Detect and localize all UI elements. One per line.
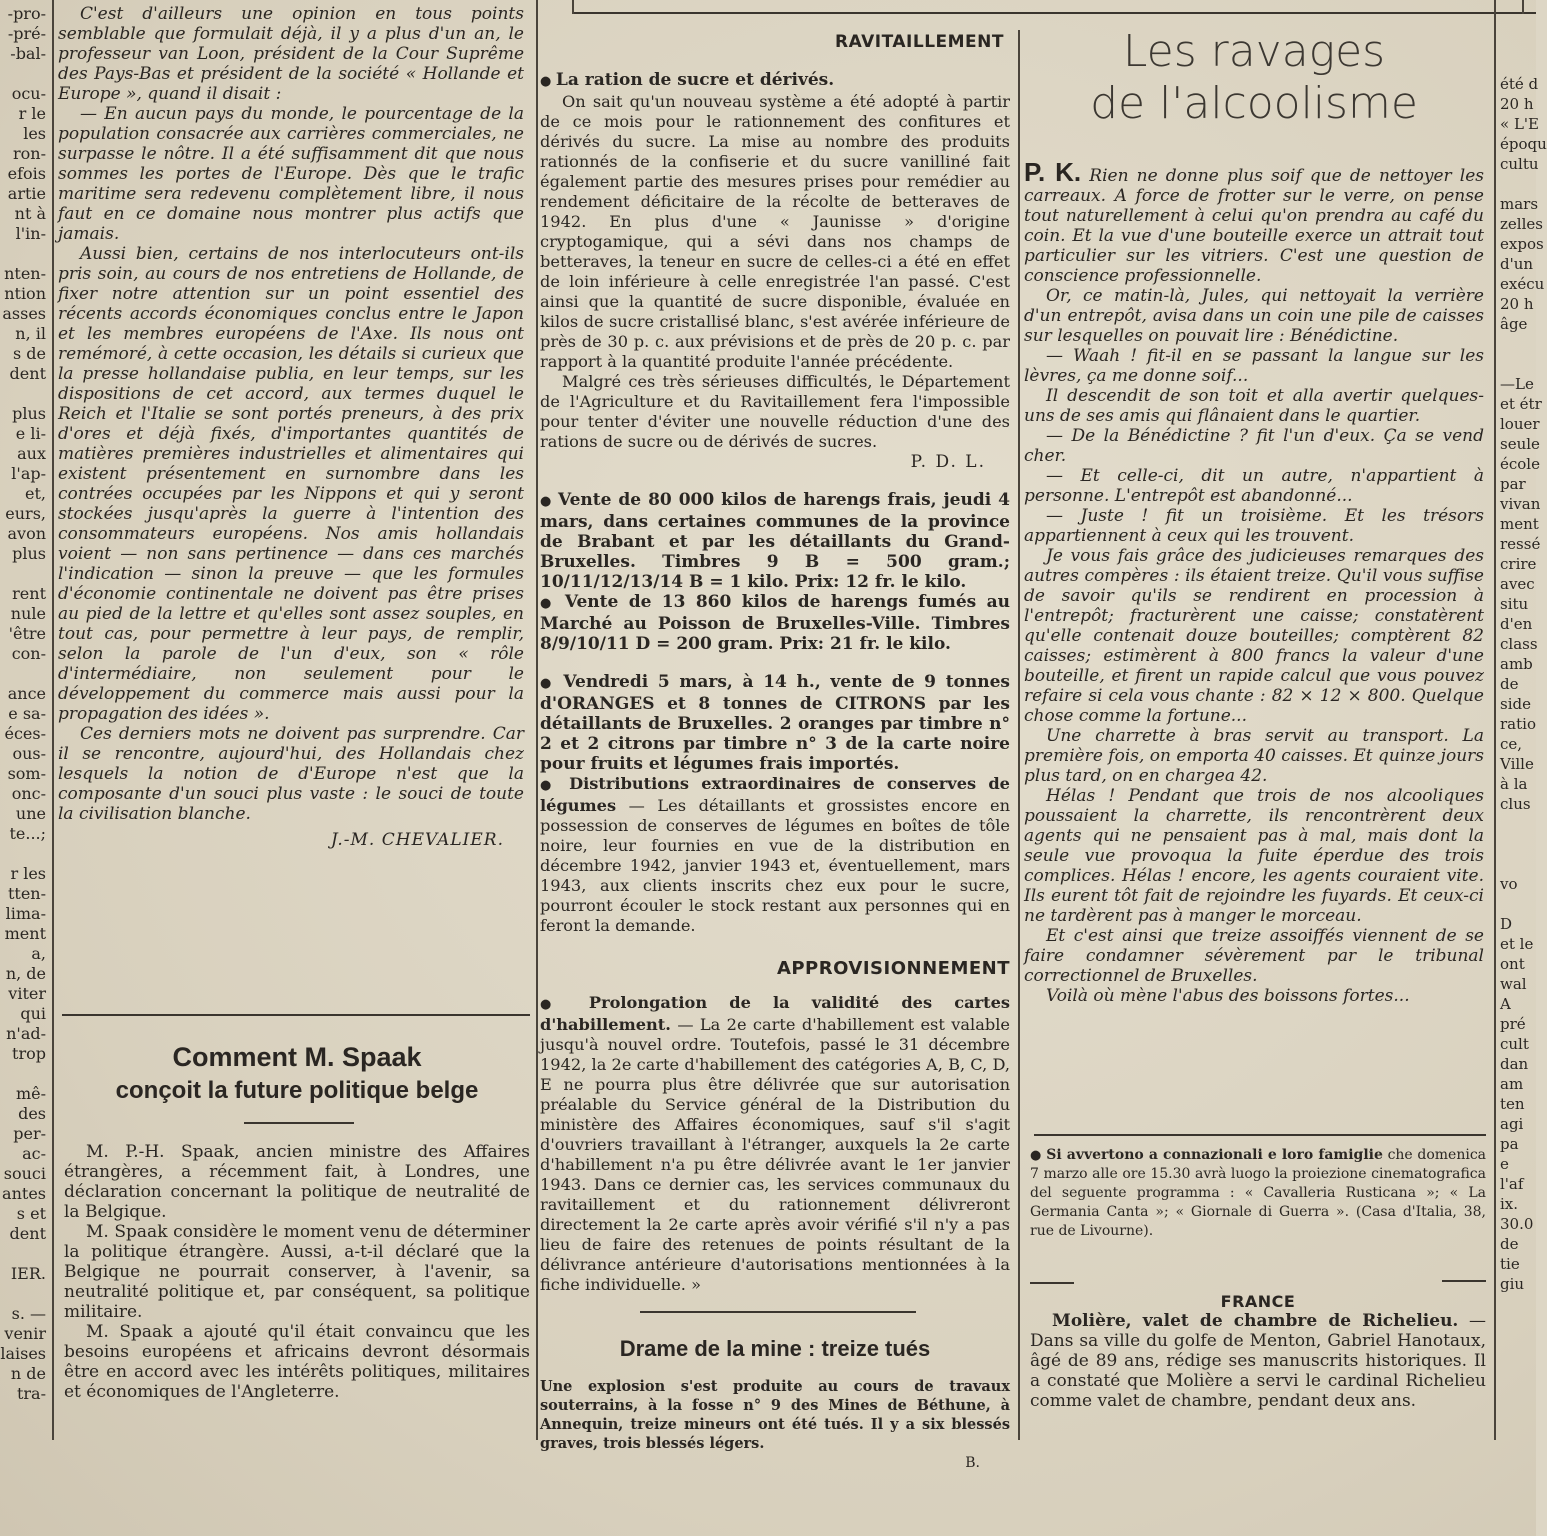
ravitaillement-column [540,32,1010,1473]
ravages-paragraph: Je vous fais grâce des judicieuses remarques des autres compères : ils étaient treize. Qu'il vous suffise de savoir qu'ils se rendirent en procession à l'entrepôt; fracturèrent une caisse; constatèrent qu'elle contenait douze bouteilles; comptèrent 82 caisses; estimèrent à 800 francs la valeur d'une bouteille, et firent un rapide calcul que vous pouvez refaire si cela vous chante : 82 × 12 × 800. Quelque chose comme la fortune... [1024,546,1484,726]
title-underline [244,1122,354,1124]
france-news [1030,1292,1486,1411]
spaak-paragraph: M. P.-H. Spaak, ancien ministre des Affaires étrangères, a récemment fait, à Londres, une déclaration concernant la politique de neutralité de la Belgique. [64,1142,530,1222]
top-frame-right-edge [1522,0,1524,14]
italian-notice [1030,1146,1486,1241]
habillement-title: ● Prolongation de la validité des cartes d'habillement. [540,993,1010,1034]
drame-body: Une explosion s'est produite au cours de travaux souterrains, à la fosse n° 9 des Mines de Béthune, à Annequin, treize mineurs ont été tués. Il y a six blessés graves, trois blessés légers. [540,1378,1010,1452]
ravages-title-line1: Les ravages [1122,26,1386,77]
spaak-article [64,1040,530,1402]
section-rule [62,1014,530,1016]
conserves-item [540,774,1010,936]
chevalier-article [58,4,524,850]
harengs-fumes-item: ● Vente de 13 860 kilos de harengs fumés au Marché au Poisson de Bruxelles-Ville. Timbres 8/9/10/11 D = 200 gram. Prix: 21 fr. le kilo. [540,592,1010,654]
france-heading: FRANCE [1220,1292,1296,1311]
ravages-paragraph: Voilà où mène l'abus des boissons fortes... [1046,986,1410,1006]
column-divider-center-right [1018,30,1020,1440]
ravages-paragraph: — Et celle-ci, dit un autre, n'appartient à personne. L'entrepôt est abandonné... [1024,466,1484,506]
ravages-article [1024,26,1484,1006]
top-frame-line [572,12,1536,14]
ravages-paragraph: — Waah ! fit-il en se passant la langue sur les lèvres, ça me donne soif... [1024,346,1484,386]
ravages-paragraph: Et c'est ainsi que treize assoiffés viennent de se faire condamner sévèrement par le tribunal correctionnel de Bruxelles. [1024,926,1484,986]
ravages-lead [1024,157,1485,286]
drame-rule [640,1311,916,1313]
far-left-fragment-text: -pro- -pré- -bal- ocu- r le les ron- efois artie nt à l'in- nten- ntion asses n, il s de dent plus e li- aux l'ap- et, eurs, avon plus rent nule 'être con- ance e sa- éces- ous- som- onc- une te...; r les tten- lima- ment a, n, de viter qui n'ad- trop mê- des per- ac- souci antes s et dent IER. s. — venir laises n de tra- [0,4,46,1403]
drame-signature: B. [965,1455,980,1471]
column-divider-center-left [536,0,538,1440]
harengs-frais-item: ● Vente de 80 000 kilos de harengs frais, jeudi 4 mars, dans certaines communes de la province de Brabant et par les détaillants du Grand-Bruxelles. Timbres 9 B = 500 gram.; 10/11/12/13/14 B = 1 kilo. Prix: 12 fr. le kilo. [540,490,1010,592]
article-paragraph: Aussi bien, certains de nos interlocuteurs ont-ils pris soin, au cours de nos entretiens de Hollande, de fixer notre attention sur un point essentiel des récents accords économiques conclus entre le Japon et les membres européens de l'Axe. Ils nous ont remémoré, à cette occasion, les détails si curieux que la presse hollandaise publia, en leur temps, sur les dispositions de cet accord, aux termes duquel le Reich et l'Italie se sont portés preneurs, à des prix d'ores et déjà fixés, d'importantes quantités de matières premières industrielles et alimentaires qui existent présentement en surnombre dans les contrées occupées par les Nippons et qui y seront stockées jusqu'après la guerre à l'intention des consommateurs européens. Nos amis hollandais voient — non sans pertinence — dans ces marchés l'indication — sinon la preuve — que les formules d'économie continentale ne doivent pas être prises au pied de la lettre et qu'elles sont assez souples, en tout cas, pour permettre à leur pays, de remplir, selon la parole de l'un d'eux, son « rôle d'intermédiaire, non seulement pour le développement du commerce mais aussi pour la propagation des idées ». [58,244,524,724]
habillement-body: — La 2e carte d'habillement est valable jusqu'à nouvel ordre. Toutefois, passé le 31 décembre 1942, la 2e carte d'habillement des catégories A, B, C, D, E ne pourra plus être délivrée que sur autorisation préalable du Service général de la Distribution du ministère des Affaires économiques, sauf s'il s'agit d'ouvriers travaillant à l'étranger, auxquels la 2e carte d'habillement n'a pu être délivrée avant le 1er janvier 1943. Dans ce dernier cas, les services communaux du ravitaillement et du rationnement délivreront directement la 2e carte après avoir vérifié s'il n'y a pas lieu de faire des retenues de points résultant de la délivrance antérieure d'autorisations mentionnées à la fiche individuelle. » [540,1015,1010,1294]
sugar-signature: P. D. L. [910,452,986,472]
ravages-paragraph: — De la Bénédictine ? fit l'un d'eux. Ça se vend cher. [1024,426,1484,466]
spaak-title-line1: Comment M. Spaak [172,1042,422,1072]
sugar-paragraph-1: On sait qu'un nouveau système a été adopté à partir de ce mois pour le rationnement des confitures et dérivés du sucre. La mise au nombre des produits rationnés de la confiserie et du sucre vanilliné fait également partie des mesures prises pour remédier au rendement déficitaire de la récolte de betteraves de 1942. En plus d'une « Jaunisse » d'origine cryptogamique, qui a sévi dans nos champs de betteraves, la teneur en sucre de celles-ci a été en effet de loin inférieure à celle enregistrée l'an passé. C'est ainsi que la quantité de sucre disponible, évaluée en kilos de sucre cristallisé blanc, s'est avérée inférieure de près de 30 p. c. aux prévisions et de près de 20 p. c. par rapport à la quantité produite l'année précédente. [540,92,1010,371]
author-initials: P. K. [1024,157,1082,187]
top-frame-left-edge [572,0,574,14]
ravages-paragraph: — Juste ! fit un troisième. Et les trésors appartiennent à ceux qui les trouvent. [1024,506,1484,546]
column-divider-right [1494,0,1496,1440]
far-left-fragment-column [0,4,46,1404]
ravitaillement-heading: RAVITAILLEMENT [835,32,1004,52]
sugar-item [540,70,1010,92]
france-text [1030,1311,1486,1411]
sugar-title: ● La ration de sucre et dérivés. [540,70,834,90]
italian-rule-left [1030,1282,1074,1284]
article-paragraph: C'est d'ailleurs une opinion en tous points semblable que formulait déjà, il y a plus d'un an, le professeur van Loon, président de la Cour Suprême des Pays-Bas et président de la société « Hollande et Europe », quand il disait : [58,4,524,104]
ravages-paragraph: Une charrette à bras servit au transport. La première fois, on emporta 40 caisses. Et quinze jours plus tard, on en chargea 42. [1024,726,1484,786]
sugar-paragraph-2: Malgré ces très sérieuses difficultés, le Département de l'Agriculture et du Ravitaillement fera l'impossible pour tenter d'éviter une nouvelle réduction d'une des rations de sucre ou de dérivés de sucres. [540,372,1010,451]
oranges-item: ● Vendredi 5 mars, à 14 h., vente de 9 tonnes d'ORANGES et 8 tonnes de CITRONS par les détaillants de Bruxelles. 2 oranges par timbre n° 2 et 2 citrons par timbre n° 3 de la carte noire pour fruits et légumes frais importés. [540,672,1010,774]
italian-text [1030,1146,1486,1241]
spaak-paragraph: M. Spaak considère le moment venu de déterminer la politique étrangère. Aussi, a-t-il déclaré que la Belgique ne pourrait conserver, à l'avenir, sa neutralité politique et, par conséquent, sa politique militaire. [64,1222,530,1322]
conserves-title: ● Distributions extraordinaires de conserves de légumes [540,774,1010,815]
habillement-item [540,993,1010,1295]
article-paragraph: Ces derniers mots ne doivent pas surprendre. Car il se rencontre, aujourd'hui, des Hollandais chez lesquels la notion de d'Europe n'est que la composante d'un souci plus vaste : le souci de toute la civilisation blanche. [58,724,524,824]
drame-title: Drame de la mine : treize tués [619,1336,931,1361]
ravages-paragraph: Hélas ! Pendant que trois de nos alcooliques poussaient la charrette, ils rencontrèrent deux agents qui ne pensaient pas à mal, mais dont la seule vue provoqua la fuite éperdue des trois complices. Hélas ! encore, les agents couraient vite. Ils eurent tôt fait de rejoindre les fuyards. Et ceux-ci ne tardèrent pas à manger le morceau. [1024,786,1484,926]
ravages-title-line2: de l'alcoolisme [1090,78,1418,129]
article-paragraph: — En aucun pays du monde, le pourcentage de la population consacrée aux carrières commerciales, ne surpasse le nôtre. Il a été suffisamment dit que nous sommes les portes de l'Europe. Dès que le trafic maritime sera redevenu complètement libre, il nous faut en ce domaine nous montrer plus actifs que jamais. [58,104,524,244]
france-body: — Dans sa ville du golfe de Menton, Gabriel Hanotaux, âgé de 89 ans, rédige ses manuscrits historiques. Il a constaté que Molière a servi le cardinal Richelieu comme valet de chambre, pendant deux ans. [1030,1311,1486,1411]
column-divider-left [52,0,54,1440]
ravages-rule [1034,1134,1486,1136]
spaak-title-line2: conçoit la future politique belge [115,1077,479,1104]
conserves-body: — Les détaillants et grossistes encore en possession de conserves de légumes en boîtes de tôle noire, leur fournies en vue de la distribution en décembre 1942, janvier 1943 et, éventuellement, mars 1943, aux clients inscrits chez eux pour le sucre, pourront écouler le stock restant aux personnes qui en feront la demande. [540,796,1010,935]
ravages-paragraph: Il descendit de son toit et alla avertir quelques-uns de ses amis qui flânaient dans le quartier. [1024,386,1484,426]
italian-lead: ● Si avvertono a connazionali e loro famiglie [1030,1147,1383,1163]
ravages-lead-text: Rien ne donne plus soif que de nettoyer les carreaux. A force de frotter sur le verre, on pense tout naturellement à celui qu'on prendra au café du coin. Et la vue d'une bouteille exerce un attrait tout particulier sur les vitriers. C'est une question de conscience professionnelle. [1024,166,1485,286]
spaak-paragraph: M. Spaak a ajouté qu'il était convaincu que les besoins européens et africains devront désormais être en accord avec les intérêts politiques, militaires et économiques de l'Angleterre. [64,1322,530,1402]
article-signature: J.-M. CHEVALIER. [330,830,504,850]
far-right-fragment-text: été d 20 h « L'E époqu cultu mars zelles expos d'un exécu 20 h âge —Le et étr louer seule école par vivan ment ressé crire avec situ d'en class amb de side ratio ce, Ville à la clus vo D et le ont wal A pré cult dan am ten agi pa e l'af ix. 30.0 de tie giu [1500,75,1547,1293]
ravages-paragraph: Or, ce matin-là, Jules, qui nettoyait la verrière d'un entrepôt, avisa dans un coin une pile de caisses sur lesquelles on pouvait lire : Bénédictine. [1024,286,1484,346]
france-title: Molière, valet de chambre de Richelieu. [1052,1311,1459,1331]
far-right-fragment-column [1500,14,1547,1434]
approvisionnement-heading: APPROVISIONNEMENT [776,958,1010,979]
italian-rule-right [1442,1280,1486,1282]
italian-body: che domenica 7 marzo alle ore 15.30 avrà luogo la proiezione cinematografica del seguente programma : « Cavalleria Rusticana »; « La Germania Canta »; « Giornale di Guerra ». (Casa d'Italia, 38, rue de Livourne). [1030,1147,1487,1239]
